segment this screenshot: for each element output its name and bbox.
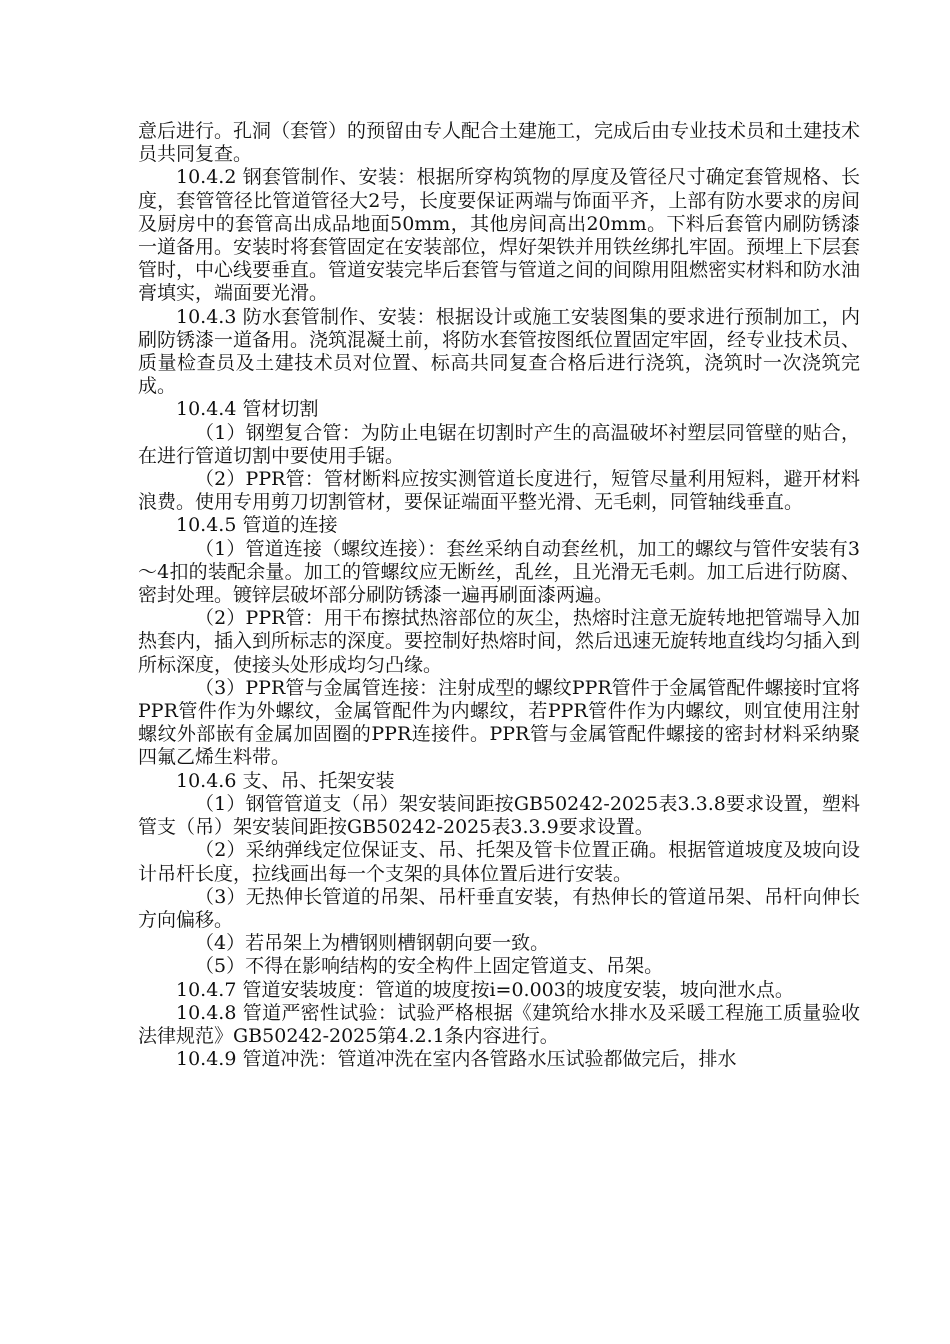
item-support-positioning: （2）采纳弹线定位保证支、吊、托架及管卡位置正确。根据管道坡度及坡向设计吊杆长度，拉线画出每一个支架的具体位置后进行安装。: [138, 839, 860, 885]
paragraph-10-4-7: 10.4.7 管道安装坡度：管道的坡度按i=0.003的坡度安装，坡向泄水点。: [176, 978, 794, 1001]
item-ppr-fusion: （2）PPR管：用干布擦拭热溶部位的灰尘，热熔时注意无旋转地把管端导入加热套内，插入到所标志的深度。要控制好热熔时间，然后迅速无旋转地直线均匀插入到所标深度，使接头处形成均匀凸缘。: [138, 607, 861, 676]
paragraph-continuation: 意后进行。孔洞（套管）的预留由专人配合土建施工，完成后由专业技术员和土建技术员共同复查。: [138, 120, 861, 166]
heading-10-4-6: 10.4.6 支、吊、托架安装: [176, 769, 395, 792]
heading-10-4-4: 10.4.4 管材切割: [176, 398, 319, 421]
item-structural-restriction: （5）不得在影响结构的安全构件上固定管道支、吊架。: [195, 955, 664, 978]
item-steel-plastic-pipe: （1）钢塑复合管：为防止电锯在切割时产生的高温破坏衬塑层同管壁的贴合，在进行管道切割中要使用手锯。: [138, 421, 860, 467]
item-ppr-pipe-cutting: （2）PPR管：管材断料应按实测管道长度进行，短管尽量利用短料，避开材料浪费。使用专用剪刀切割管材，要保证端面平整光滑、无毛刺，同管轴线垂直。: [138, 468, 860, 514]
item-ppr-metal-connection: （3）PPR管与金属管连接：注射成型的螺纹PPR管件于金属管配件螺接时宜将PPR管件作为外螺纹，金属管配件为内螺纹，若PPR管件作为内螺纹，则宜使用注射螺纹外部嵌有金属加固圈的PPR连接件。PPR管与金属管配件螺接的密封材料采纳聚四氟乙烯生料带。: [138, 676, 860, 769]
paragraph-10-4-2: 10.4.2 钢套管制作、安装：根据所穿构筑物的厚度及管径尺寸确定套管规格、长度，套管管径比管道管径大2号，长度要保证两端与饰面平齐，上部有防水要求的房间及厨房中的套管高出成品地面50mm，其他房间高出20mm。下料后套管内刷防锈漆一道备用。安装时将套管固定在安装部位，焊好架铁并用铁丝绑扎牢固。预埋上下层套管时，中心线要垂直。管道安装完毕后套管与管道之间的间隙用阻燃密实材料和防水油膏填实，端面要光滑。: [138, 166, 861, 305]
heading-10-4-5: 10.4.5 管道的连接: [176, 514, 338, 537]
body-text: [138, 120, 860, 1071]
paragraph-10-4-3: 10.4.3 防水套管制作、安装：根据设计或施工安装图集的要求进行预制加工，内刷防锈漆一道备用。浇筑混凝土前，将防水套管按图纸位置固定牢固，经专业技术员、质量检查员及土建技术员对位置、标高共同复查合格后进行浇筑，浇筑时一次浇筑完成。: [138, 305, 861, 398]
item-hanger-installation: （3）无热伸长管道的吊架、吊杆垂直安装，有热伸长的管道吊架、吊杆向伸长方向偏移。: [138, 885, 860, 931]
paragraph-10-4-8: 10.4.8 管道严密性试验：试验严格根据《建筑给水排水及采暖工程施工质量验收法律规范》GB50242-2025第4.2.1条内容进行。: [138, 1001, 860, 1047]
item-channel-steel: （4）若吊架上为槽钢则槽钢朝向要一致。: [195, 932, 550, 955]
item-support-spacing: （1）钢管管道支（吊）架安装间距按GB50242-2025表3.3.8要求设置，塑料管支（吊）架安装间距按GB50242-2025表3.3.9要求设置。: [138, 792, 860, 839]
item-thread-connection: （1）管道连接（螺纹连接）：套丝采纳自动套丝机，加工的螺纹与管件安装有3～4扣的装配余量。加工的管螺纹应无断丝，乱丝，且光滑无毛刺。加工后进行防腐、密封处理。镀锌层破坏部分刷防锈漆一遍再刷面漆两遍。: [138, 537, 860, 607]
paragraph-10-4-9: 10.4.9 管道冲洗：管道冲洗在室内各管路水压试验都做完后，排水: [176, 1048, 737, 1071]
